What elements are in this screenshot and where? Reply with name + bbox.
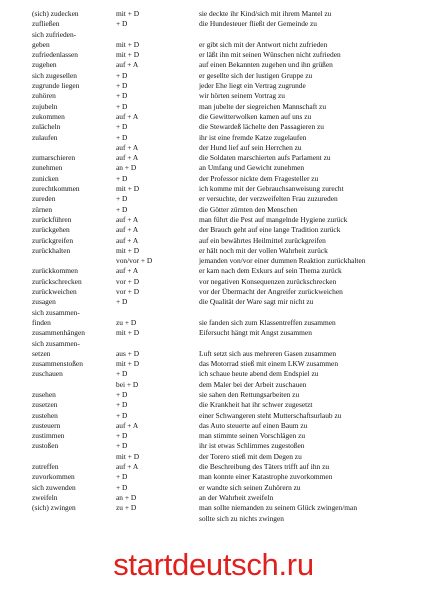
- verb-cell: zurückkommen: [32, 266, 78, 276]
- example-cell: sollte sich zu nichts zwingen: [199, 513, 284, 523]
- verb-cell: zugrunde liegen: [32, 81, 80, 91]
- verb-cell: zumarschieren: [32, 153, 76, 163]
- table-row: [32, 503, 412, 513]
- case-cell: + D: [116, 400, 128, 410]
- verb-cell: zunehmen: [32, 163, 63, 173]
- case-cell: + D: [116, 431, 128, 441]
- case-cell: auf + A: [116, 266, 139, 276]
- example-cell: er läßt ihn mit seinen Wünschen nicht zufrieden: [199, 50, 341, 60]
- example-cell: auf ein bewährtes Heilmittel zurückgreifen: [199, 235, 326, 245]
- case-cell: vor + D: [116, 287, 140, 297]
- verb-cell: zustimmen: [32, 431, 65, 441]
- verb-cell: zufließen: [32, 19, 60, 29]
- example-cell: er kam nach dem Exkurs auf sein Thema zurück: [199, 266, 342, 276]
- case-cell: + D: [116, 410, 128, 420]
- example-cell: er wandte sich seinen Zuhörern zu: [199, 482, 301, 492]
- case-cell: mit + D: [116, 9, 140, 18]
- verb-cell: finden: [32, 317, 51, 327]
- verb-cell: zusteuern: [32, 420, 61, 430]
- table-row: [32, 462, 412, 472]
- verb-cell: sich zuwenden: [32, 482, 76, 492]
- verb-preposition-table: [32, 9, 412, 524]
- table-row: [32, 81, 412, 91]
- table-row: [32, 318, 412, 328]
- case-cell: mit + D: [116, 451, 140, 461]
- example-cell: er versuchte, der verzweifelten Frau zuzureden: [199, 194, 338, 204]
- example-cell: man sollte niemanden zu seinem Glück zwingen/man: [199, 503, 358, 513]
- case-cell: auf + A: [116, 111, 139, 121]
- example-cell: an der Wahrheit zweifeln: [199, 492, 274, 502]
- example-cell: ihr ist etwas Schlimmes zugestoßen: [199, 441, 305, 451]
- table-row: [32, 359, 412, 369]
- table-row: [32, 452, 412, 462]
- table-row: [32, 431, 412, 441]
- example-cell: wir hörten seinem Vortrag zu: [199, 91, 285, 101]
- example-cell: an Umfang und Gewicht zunehmen: [199, 163, 305, 173]
- verb-cell: zulaufen: [32, 132, 58, 142]
- example-cell: er gibt sich mit der Antwort nicht zufrieden: [199, 39, 328, 49]
- case-cell: mit + D: [116, 184, 140, 194]
- case-cell: mit + D: [116, 359, 140, 369]
- table-row: [32, 102, 412, 112]
- table-row: [32, 441, 412, 451]
- case-cell: an + D: [116, 492, 137, 502]
- case-cell: + D: [116, 482, 128, 492]
- verb-cell: zujubeln: [32, 101, 58, 111]
- example-cell: ich schaue heute abend dem Endspiel zu: [199, 369, 319, 379]
- case-cell: an + D: [116, 163, 137, 173]
- verb-cell: zustehen: [32, 410, 58, 420]
- verb-cell: zürnen: [32, 204, 53, 214]
- example-cell: der Brauch geht auf eine lange Tradition zurück: [199, 225, 341, 235]
- verb-cell: zweifeln: [32, 492, 58, 502]
- case-cell: + D: [116, 441, 128, 451]
- example-cell: auf einen Bekannten zugehen und ihn grüßen: [199, 60, 333, 70]
- case-cell: auf + A: [116, 235, 139, 245]
- table-row: [32, 390, 412, 400]
- verb-cell: zurückgehen: [32, 225, 70, 235]
- table-row: [32, 339, 412, 349]
- verb-cell: zurückschrecken: [32, 276, 82, 286]
- verb-cell: zusagen: [32, 297, 56, 307]
- table-row: [32, 411, 412, 421]
- table-row: [32, 328, 412, 338]
- example-cell: die Gewitterwolken kamen auf uns zu: [199, 111, 312, 121]
- verb-cell: zuschauen: [32, 369, 63, 379]
- case-cell: mit + D: [116, 50, 140, 60]
- verb-cell: zukommen: [32, 111, 65, 121]
- example-cell: ich komme mit der Gebrauchsanweisung zurecht: [199, 184, 344, 194]
- case-cell: zu + D: [116, 317, 137, 327]
- table-row: [32, 60, 412, 70]
- case-cell: + D: [116, 297, 128, 307]
- verb-cell: sich zugesellen: [32, 70, 77, 80]
- table-row: [32, 483, 412, 493]
- table-row: [32, 133, 412, 143]
- table-row: [32, 349, 412, 359]
- case-cell: + D: [116, 70, 128, 80]
- table-row: [32, 380, 412, 390]
- example-cell: er gesellte sich der lustigen Gruppe zu: [199, 70, 313, 80]
- example-cell: das Motorrad stieß mit einem LKW zusammen: [199, 359, 339, 369]
- example-cell: die Hundesteuer fließt der Gemeinde zu: [199, 19, 317, 29]
- table-row: [32, 421, 412, 431]
- table-row: [32, 256, 412, 266]
- example-cell: Eifersucht hängt mit Angst zusammen: [199, 328, 312, 338]
- case-cell: auf + A: [116, 420, 139, 430]
- table-row: [32, 112, 412, 122]
- case-cell: + D: [116, 81, 128, 91]
- verb-cell: (sich) zudecken: [32, 9, 79, 18]
- table-row: [32, 9, 412, 19]
- table-row: [32, 143, 412, 153]
- example-cell: er hält noch mit der vollen Wahrheit zurück: [199, 245, 328, 255]
- example-cell: man stimmte seinen Vorschlägen zu: [199, 431, 306, 441]
- verb-cell: zusetzen: [32, 400, 58, 410]
- verb-cell: zusammenhängen: [32, 328, 85, 338]
- example-cell: der Professor nickte dem Fragesteller zu: [199, 173, 319, 183]
- table-row: [32, 297, 412, 307]
- verb-cell: zustoßen: [32, 441, 59, 451]
- table-row: [32, 71, 412, 81]
- verb-cell: sich zufrieden-: [32, 29, 77, 39]
- case-cell: + D: [116, 472, 128, 482]
- verb-cell: zuhören: [32, 91, 56, 101]
- table-row: [32, 493, 412, 503]
- case-cell: auf + A: [116, 225, 139, 235]
- example-cell: die Qualität der Ware sagt mir nicht zu: [199, 297, 314, 307]
- table-row: [32, 122, 412, 132]
- case-cell: + D: [116, 19, 128, 29]
- example-cell: sie sahen den Rettungsarbeiten zu: [199, 389, 300, 399]
- table-row: [32, 277, 412, 287]
- verb-cell: geben: [32, 39, 50, 49]
- table-row: [32, 194, 412, 204]
- table-row: [32, 236, 412, 246]
- verb-cell: zurückweichen: [32, 287, 77, 297]
- table-row: [32, 30, 412, 40]
- verb-cell: (sich) zwingen: [32, 503, 76, 513]
- example-cell: der Torero stieß mit dem Degen zu: [199, 451, 302, 461]
- verb-cell: zusammenstoßen: [32, 359, 83, 369]
- example-cell: ihr ist eine fremde Katze zugelaufen: [199, 132, 307, 142]
- example-cell: vor der Übermacht der Angreifer zurückweichen: [199, 287, 343, 297]
- table-row: [32, 153, 412, 163]
- verb-cell: zurückhalten: [32, 245, 71, 255]
- table-row: [32, 287, 412, 297]
- case-cell: auf + A: [116, 214, 139, 224]
- case-cell: + D: [116, 91, 128, 101]
- table-row: [32, 163, 412, 173]
- table-row: [32, 50, 412, 60]
- table-row: [32, 184, 412, 194]
- verb-cell: zufriedenlassen: [32, 50, 78, 60]
- case-cell: + D: [116, 122, 128, 132]
- case-cell: vor + D: [116, 276, 140, 286]
- verb-cell: sich zusammen-: [32, 338, 80, 348]
- verb-cell: zunicken: [32, 173, 59, 183]
- table-row: [32, 266, 412, 276]
- case-cell: + D: [116, 101, 128, 111]
- example-cell: jemanden von/vor einer dummen Reaktion zurückhalten: [199, 256, 366, 266]
- case-cell: zu + D: [116, 503, 137, 513]
- example-cell: vor negativen Konsequenzen zurückschrecken: [199, 276, 337, 286]
- verb-cell: zutreffen: [32, 462, 59, 472]
- table-row: [32, 205, 412, 215]
- case-cell: auf + A: [116, 462, 139, 472]
- verb-cell: zurückführen: [32, 214, 72, 224]
- example-cell: sie fanden sich zum Klassentreffen zusammen: [199, 317, 336, 327]
- table-row: [32, 308, 412, 318]
- verb-cell: zulächeln: [32, 122, 61, 132]
- case-cell: + D: [116, 369, 128, 379]
- case-cell: + D: [116, 173, 128, 183]
- verb-cell: zurechtkommen: [32, 184, 80, 194]
- verb-cell: zugehen: [32, 60, 57, 70]
- table-row: [32, 91, 412, 101]
- case-cell: bei + D: [116, 379, 139, 389]
- verb-cell: zusehen: [32, 389, 56, 399]
- example-cell: man jubelte der siegreichen Mannschaft zu: [199, 101, 327, 111]
- case-cell: mit + D: [116, 328, 140, 338]
- example-cell: die Krankheit hat ihr schwer zugesetzt: [199, 400, 313, 410]
- table-row: [32, 19, 412, 29]
- case-cell: + D: [116, 389, 128, 399]
- example-cell: die Stewardeß lächelte den Passagieren zu: [199, 122, 324, 132]
- example-cell: der Hund lief auf sein Herrchen zu: [199, 142, 302, 152]
- site-watermark[interactable]: startdeutsch.ru: [113, 547, 314, 582]
- table-row: [32, 174, 412, 184]
- example-cell: das Auto steuerte auf einen Baum zu: [199, 420, 308, 430]
- example-cell: Luft setzt sich aus mehreren Gasen zusammen: [199, 348, 337, 358]
- verb-cell: zuvorkommen: [32, 472, 75, 482]
- case-cell: auf + A: [116, 60, 139, 70]
- table-row: [32, 369, 412, 379]
- case-cell: auf + A: [116, 153, 139, 163]
- table-row: [32, 472, 412, 482]
- verb-cell: setzen: [32, 348, 51, 358]
- example-cell: dem Maler bei der Arbeit zuschauen: [199, 379, 307, 389]
- example-cell: man konnte einer Katastrophe zuvorkommen: [199, 472, 333, 482]
- case-cell: aus + D: [116, 348, 140, 358]
- case-cell: + D: [116, 194, 128, 204]
- table-row: [32, 514, 412, 524]
- example-cell: die Soldaten marschierten aufs Parlament zu: [199, 153, 331, 163]
- example-cell: sie deckte ihr Kind/sich mit ihrem Mantel zu: [199, 9, 332, 18]
- table-row: [32, 40, 412, 50]
- example-cell: einer Schwangeren steht Mutterschaftsurlaub zu: [199, 410, 342, 420]
- verb-cell: zurückgreifen: [32, 235, 74, 245]
- verb-cell: sich zusammen-: [32, 307, 80, 317]
- case-cell: + D: [116, 132, 128, 142]
- example-cell: man führt die Pest auf mangelnde Hygiene zurück: [199, 214, 348, 224]
- table-row: [32, 225, 412, 235]
- case-cell: von/vor + D: [116, 256, 153, 266]
- case-cell: mit + D: [116, 245, 140, 255]
- case-cell: auf + A: [116, 142, 139, 152]
- example-cell: die Beschreibung des Täters trifft auf ihn zu: [199, 462, 330, 472]
- verb-cell: zureden: [32, 194, 56, 204]
- case-cell: + D: [116, 204, 128, 214]
- example-cell: die Götter zürnten den Menschen: [199, 204, 298, 214]
- example-cell: jeder Ehe liegt ein Vertrag zugrunde: [199, 81, 306, 91]
- case-cell: mit + D: [116, 39, 140, 49]
- table-row: [32, 246, 412, 256]
- table-row: [32, 215, 412, 225]
- table-row: [32, 400, 412, 410]
